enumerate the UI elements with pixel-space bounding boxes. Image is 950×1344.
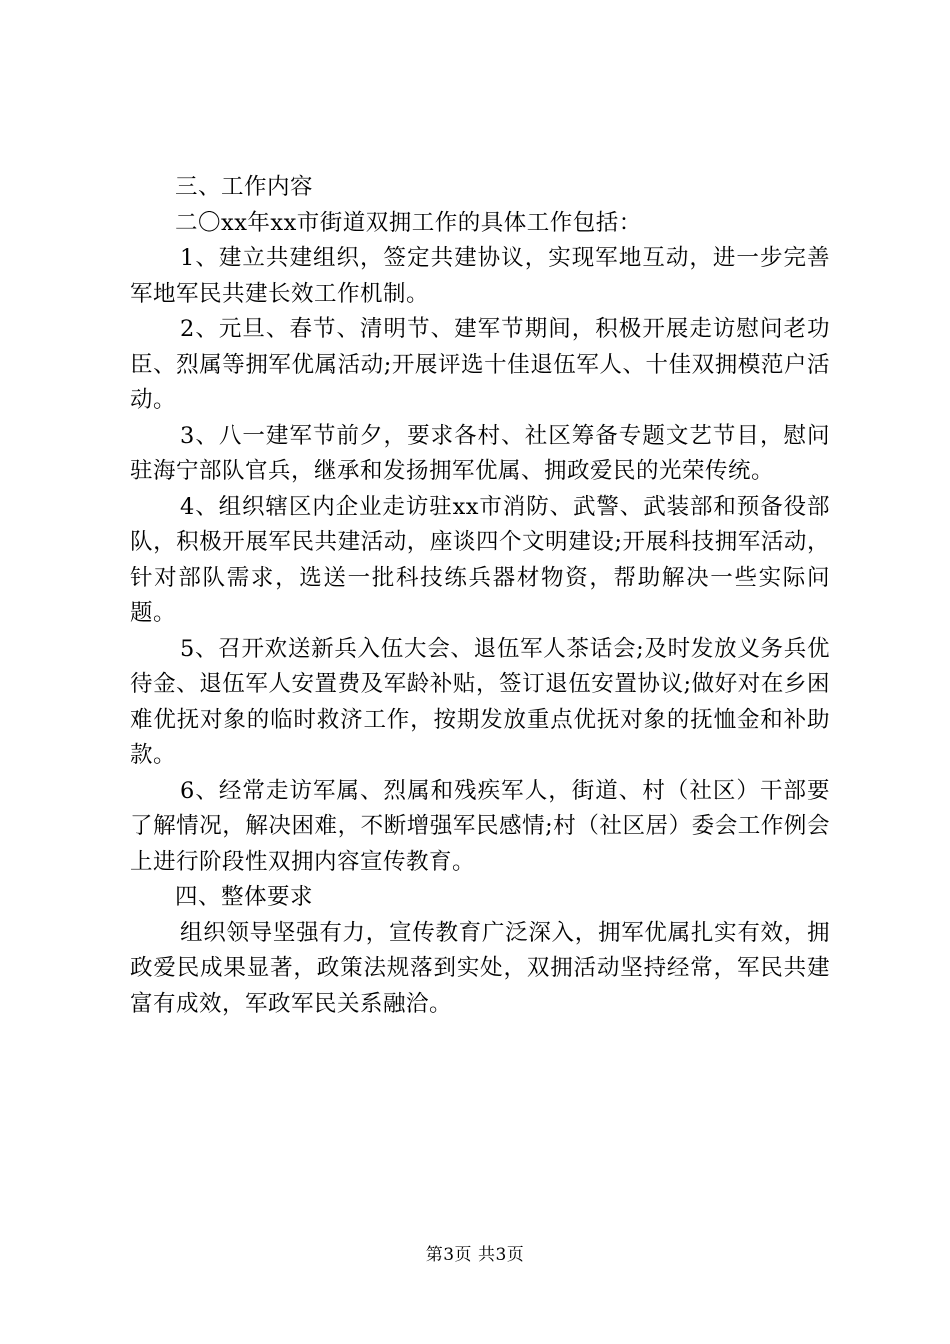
- list-item: 2、元旦、春节、清明节、建军节期间，积极开展走访慰问老功臣、烈属等拥军优属活动;开展评选十佳退伍军人、十佳双拥模范户活动。: [130, 316, 830, 413]
- list-item: 1、建立共建组织，签定共建协议，实现军地互动，进一步完善军地军民共建长效工作机制。: [130, 245, 830, 307]
- page-footer: 第3页 共3页: [425, 1245, 525, 1265]
- conclusion-paragraph: 组织领导坚强有力，宣传教育广泛深入，拥军优属扎实有效，拥政爱民成果显著，政策法规落到实处，双拥活动坚持经常，军民共建富有成效，军政军民关系融洽。: [130, 919, 830, 1017]
- list-item: 3、八一建军节前夕，要求各村、社区筹备专题文艺节目，慰问驻海宁部队官兵，继承和发扬拥军优属、拥政爱民的光荣传统。: [130, 422, 830, 484]
- list-item: 4、组织辖区内企业走访驻xx市消防、武警、武装部和预备役部队，积极开展军民共建活动，座谈四个文明建设;开展科技拥军活动，针对部队需求，选送一批科技练兵器材物资，帮助解决一些实际问题。: [130, 493, 830, 626]
- intro-paragraph: 二〇xx年xx市街道双拥工作的具体工作包括：: [175, 209, 642, 236]
- list-item: 6、经常走访军属、烈属和残疾军人，街道、村（社区）干部要了解情况，解决困难，不断增强军民感情;村（社区居）委会工作例会上进行阶段性双拥内容宣传教育。: [130, 777, 830, 875]
- list-item: 5、召开欢送新兵入伍大会、退伍军人茶话会;及时发放义务兵优待金、退伍军人安置费及军龄补贴，签订退伍安置协议;做好对在乡困难优抚对象的临时救济工作，按期发放重点优抚对象的抚恤金和补助款。: [130, 635, 830, 768]
- section-heading-overall-requirements: 四、整体要求: [175, 884, 314, 910]
- section-heading-work-content: 三、工作内容: [175, 174, 314, 200]
- document-body: [130, 170, 830, 1022]
